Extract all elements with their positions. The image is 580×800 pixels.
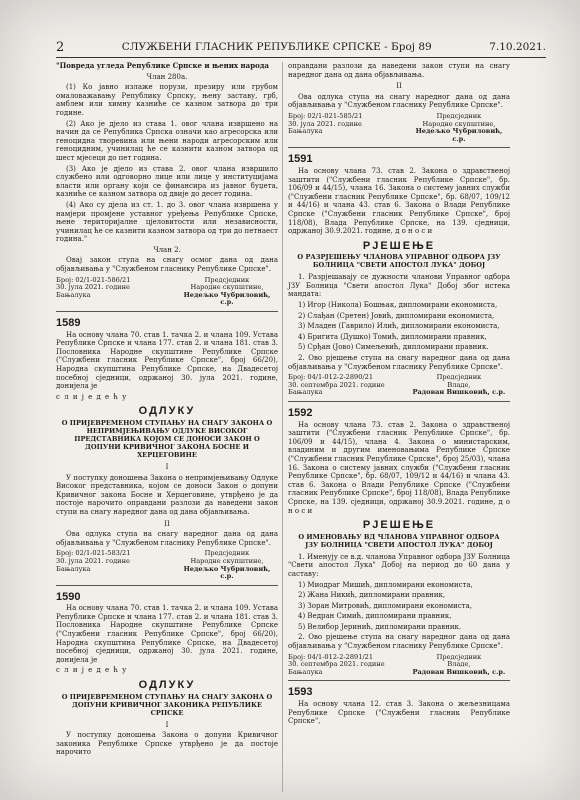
paragraph: На основу члана 12. став 3. Закона о жељезницама Републике Српске ("Службени гласник Републике Српске", — [288, 700, 510, 726]
column-divider — [282, 62, 283, 792]
left-column — [56, 62, 278, 759]
signature-block: Број: 02/1-021-586/21 30. јула 2021. године Бањалука Предсједник Народне скупштине, Недељко Чубриловић, с.р. — [56, 275, 271, 307]
paragraph: (2) Ако је дјело из става 1. овог члана извршено на начин да се Република Српска означи као агресорска или геноцидна творевина или њени народи агресорским или геноцидним, учинилац ће се казнити казном затвора од шест мјесеци до пет година. — [56, 119, 278, 162]
section-separator — [56, 311, 278, 312]
paragraph: На основу члана 73. став 2. Закона о здравственој заштити ("Службени гласник Републике Српске", бр. 106/09 и 44/15), члана 16. Закона о систему јавних служби ("Службени гласник Републике Српске", бр. 68/07, 109/12 и 44/16) и члана 43. став 6. Закона о Влади Републике Српске ("Службени гласник Републике Српске", број 118/08), Влада Републике Српске, на 139. сједници, одржаној 30.9.2021. године, д о н о с и — [288, 166, 510, 236]
paragraph: (3) Ако је дјело из става 2. овог члана извршило службено или одговорно лице или лице у институцијама власти или органу који се финансира из јавног буџета, казниће се казном затвора од двије до десет година. — [56, 164, 278, 199]
paragraph: (4) Ако су дјела из ст. 1. до 3. овог члана извршена у намјери промјене уставног уређења Републике Српске, њене територијалне цјеловитости или независности, учинилац ће се казнити казном затвора од три до петнаест година." — [56, 200, 278, 244]
list-item: 2) Жана Никић, дипломирани правник, — [298, 591, 446, 600]
list-item: 2) Слађан (Сретен) Јовић, дипломирани економиста, — [298, 311, 495, 320]
act-number: 1590 — [56, 590, 81, 603]
roman-numeral: I — [165, 462, 169, 471]
decision-subtitle: О ПРИЈЕВРЕМЕНОМ СТУПАЊУ НА СНАГУ ЗАКОНА О ДОПУНИ КРИВИЧНОГ ЗАКОНИКА РЕПУБЛИКЕ СРПСКЕ — [61, 692, 273, 717]
roman-numeral: II — [164, 519, 170, 528]
resolution-subtitle: О ИМЕНОВАЊУ ВД ЧЛАНОВА УПРАВНОГ ОДБОРА ЈЗУ БОЛНИЦА "СВЕТИ АПОСТОЛ ЛУКА" ДОБОЈ — [298, 532, 500, 549]
roman-numeral: I — [165, 720, 169, 729]
signature-block: Број: 02/1-021-583/21 30. јула 2021. године Бањалука Предсједник Народне скупштине, Недељко Чубриловић, с.р. — [56, 549, 271, 581]
resolution-title: РЈЕШЕЊЕ — [362, 239, 436, 252]
list-item: 4) Бригита (Душко) Томић, дипломирани правник, — [298, 332, 487, 341]
paragraph: У поступку доношења Закона о допуни Кривичног законика Републике Српске утврђено је да постоје нарочито — [56, 731, 278, 757]
list-item: 5) Велибор Јеринић, дипломирани правник. — [298, 622, 462, 631]
decision-subtitle: О ПРИЈЕВРЕМЕНОМ СТУПАЊУ НА СНАГУ ЗАКОНА О НЕПРИМЈЕЊИВАЊУ ОДЛУКЕ ВИСОКОГ ПРЕДСТАВНИКА КОЈОМ СЕ ДОНОСИ ЗАКОН О ДОПУНИ КРИВИЧНОГ ЗАКОНА БОСНЕ И ХЕРЦЕГОВИНЕ — [61, 418, 273, 459]
paragraph: Ова одлука ступа на снагу наредног дана од дана објављивања у "Службеном гласнику Републике Српске". — [288, 92, 510, 110]
paragraph: с л и ј е д е ћ у — [56, 392, 128, 401]
header-rule — [56, 57, 546, 58]
section-separator — [288, 680, 510, 681]
article-heading: Члан 2. — [153, 245, 181, 254]
paragraph: У поступку доношења Закона о непримјењивању Одлуке Високог представника, којом се доноси Закон о допуни Кривичног закона Босне и Херцеговине, утврђено је да постоје нарочито оправдани разлози да наведени закон ступи на снагу наредног дана од дана објављивања. — [56, 473, 278, 516]
signature-block: Број: 04/1-012-2-2891/21 30. септембра 2021. године Бањалука Предсједник Владе, Радован Вишковић, с.р. — [288, 652, 506, 676]
signature-block: Број: 02/1-021-585/21 30. јула 2021. године Бањалука Предсједник Народне скупштине, Недељко Чубриловић, с.р. — [288, 111, 503, 143]
paragraph: Ова одлука ступа на снагу наредног дана од дана објављивања у "Службеном гласнику Републике Српске". — [56, 530, 278, 547]
right-column — [288, 62, 510, 728]
list-item: 4) Ведран Симић, дипломирани правник, — [298, 612, 452, 621]
paragraph: На основу члана 73. став 2. Закона о здравственој заштити ("Службени гласник Републике Српске", бр. 106/09 и 44/15), члана 4. Закона о министарским, владиним и другим именовањима Републике Српске ("Службени гласник Републике Српске", број 25/03), члана 16. Закона о систему јавних служби ("Службени гласник Републике Српске", бр. 68/07, 109/12 и 44/16) и члана 43. став 6. Закона о Влади Републике Српске ("Службени гласник Републике Српске", број 118/08), Влада Републике Српске, на 139. сједници, одржаној 30.9.2021. године, д о н о с и — [288, 420, 510, 515]
list-item: 3) Младен (Гаврило) Илић, дипломирани економиста, — [298, 322, 500, 331]
paragraph: с л и ј е д е ћ у — [56, 666, 128, 675]
act-number: 1591 — [288, 153, 313, 166]
section-separator — [288, 401, 510, 402]
article-heading: Члан 280а. — [146, 72, 188, 81]
resolution-title: РЈЕШЕЊЕ — [362, 519, 436, 532]
paragraph: На основу члана 70. став 1. тачка 2. и члана 109. Устава Републике Српске и члана 177. став 2. и члана 181. став 3. Пословника Народне скупштине Републике Српске ("Службени гласник Републике Српске", број 66/20), Народна скупштина Републике Српске, на Двадесетој посебној сједници, одржаној 30. јула 2021. године, донијела је — [56, 604, 278, 664]
journal-title: СЛУЖБЕНИ ГЛАСНИК РЕПУБЛИКЕ СРПСКЕ - Број 89 — [121, 41, 432, 53]
act-number: 1592 — [288, 407, 313, 419]
paragraph: 2. Ово рјешење ступа на снагу наредног дана од дана објављивања у "Службеном гласнику Републике Српске". — [288, 354, 510, 371]
act-number: 1593 — [288, 686, 313, 699]
list-item: 5) Срђан (Јово) Симељевић, дипломирани правник. — [298, 343, 489, 352]
roman-numeral: II — [396, 82, 402, 91]
decision-title: ОДЛУКУ — [138, 679, 196, 692]
list-item: 1) Игор (Никола) Бошњак, дипломирани економиста, — [298, 301, 498, 310]
paragraph: 1. Именују се в.д. чланова Управног одбора ЈЗУ Болница "Свети апостол Лука" Добој на период до 60 дана у саставу: — [288, 552, 510, 578]
page-number: 2 — [56, 39, 65, 55]
list-item: 3) Зоран Митровић, дипломирани економиста, — [298, 601, 473, 610]
signature-block: Број: 04/1-012-2-2890/21 30. септембра 2021. године Бањалука Предсједник Владе, Радован Вишковић, с.р. — [288, 373, 506, 397]
section-heading: "Повреда угледа Републике Српске и њених народа — [56, 61, 269, 70]
paragraph: 2. Ово рјешење ступа на снагу наредног дана од дана објављивања у "Службеном гласнику Републике Српске". — [288, 633, 510, 651]
issue-date: 7.10.2021. — [489, 41, 546, 53]
act-number: 1589 — [56, 317, 81, 330]
paragraph: (1) Ко јавно излаже порузи, презиру или грубом омаловажавању Републику Српску, њену заставу, грб, амблем или химну казниће се казном затвора до три године. — [56, 83, 278, 117]
decision-title: ОДЛУКУ — [138, 405, 196, 418]
paragraph: оправдани разлози да наведени закон ступи на снагу наредног дана од дана објављивања. — [288, 62, 510, 79]
list-item: 1) Миодраг Мишић, дипломирани економиста, — [298, 580, 473, 589]
paragraph: На основу члана 70. став 1. тачка 2. и члана 109. Устава Републике Српске и члана 177. став 2. и члана 181. став 3. Пословника Народне скупштине Републике Српске ("Службени гласник Републике Српске", број 66/20), Народна скупштина Републике Српске, на Двадесетој посебној сједници, одржаној 30. јула 2021. године, донијела је — [56, 330, 278, 391]
section-separator — [56, 585, 278, 586]
page-header — [56, 38, 546, 56]
resolution-subtitle: О РАЗРЈЕШЕЊУ ЧЛАНОВА УПРАВНОГ ОДБОРА ЈЗУ БОЛНИЦА "СВЕТИ АПОСТОЛ ЛУКА" ДОБОЈ — [297, 253, 501, 270]
paragraph: 1. Разрјешавају се дужности чланови Управног одбора ЈЗУ Болница "Свети апостол Лука" Добој због истека мандата: — [288, 273, 510, 299]
paragraph: Овај закон ступа на снагу осмог дана од дана објављивања у "Службеном гласнику Републике Српске". — [56, 256, 278, 274]
section-separator — [288, 147, 510, 148]
